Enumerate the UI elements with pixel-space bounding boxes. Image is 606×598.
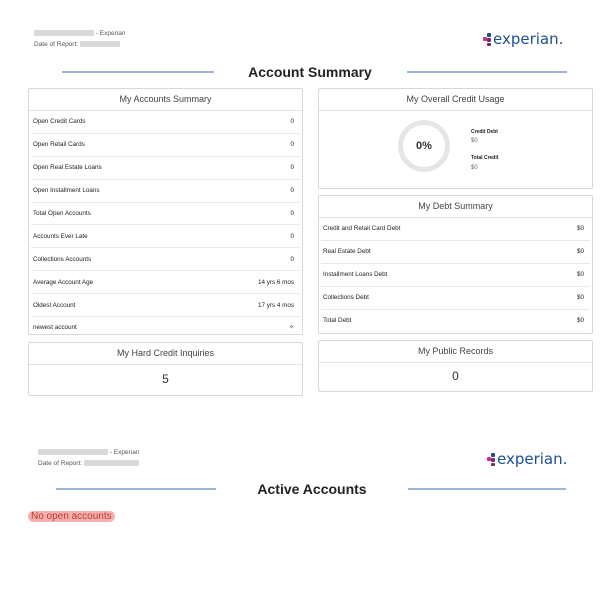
debt-summary-row-value: $0 bbox=[576, 317, 584, 324]
redacted-name bbox=[38, 449, 108, 455]
report-source-line bbox=[34, 30, 125, 37]
accounts-summary-row-value: 0 bbox=[290, 210, 294, 217]
accounts-summary-row-label: newest account bbox=[33, 324, 77, 332]
debt-summary-list bbox=[319, 218, 592, 331]
debt-summary-row bbox=[321, 218, 590, 241]
accounts-summary-row-value: 0 bbox=[290, 164, 294, 172]
accounts-summary-row bbox=[31, 294, 300, 317]
total-credit-label: Total Credit bbox=[471, 155, 499, 161]
debt-summary-row-value: $0 bbox=[576, 248, 584, 256]
debt-summary-row-label: Real Estate Debt bbox=[323, 248, 371, 256]
accounts-summary-row bbox=[31, 225, 300, 248]
accounts-summary-row-value: ✧ bbox=[288, 324, 294, 332]
accounts-summary-row bbox=[31, 271, 300, 294]
title-rule-left bbox=[62, 71, 214, 73]
accounts-summary-row-label: Open Real Estate Loans bbox=[33, 164, 102, 172]
debt-summary-panel bbox=[318, 195, 593, 334]
experian-logo-2 bbox=[487, 450, 567, 468]
title-rule-right bbox=[407, 71, 567, 73]
credit-usage-title: My Overall Credit Usage bbox=[319, 89, 592, 111]
report2-date-label: Date of Report: bbox=[38, 460, 83, 467]
accounts-summary-row-value: 0 bbox=[290, 255, 294, 263]
report-source: - Experian bbox=[95, 30, 126, 37]
no-accounts-text: No open accounts bbox=[28, 511, 115, 522]
accounts-summary-panel bbox=[28, 88, 303, 335]
accounts-summary-row bbox=[31, 157, 300, 180]
accounts-summary-row-label: Open Retail Cards bbox=[33, 141, 85, 149]
title-rule-left-2 bbox=[56, 488, 216, 490]
report2-source: - Experian bbox=[109, 449, 140, 456]
accounts-summary-row-label: Total Open Accounts bbox=[33, 210, 91, 217]
active-accounts-title: Active Accounts bbox=[257, 481, 367, 497]
redacted-date bbox=[80, 41, 120, 47]
experian-logo bbox=[483, 30, 563, 48]
debt-summary-row-value: $0 bbox=[576, 271, 584, 279]
debt-summary-row bbox=[321, 310, 590, 332]
accounts-summary-row-value: 0 bbox=[290, 187, 294, 195]
accounts-summary-title: My Accounts Summary bbox=[29, 89, 302, 111]
accounts-summary-list bbox=[29, 111, 302, 339]
no-accounts-message bbox=[28, 506, 115, 524]
debt-summary-row-value: $0 bbox=[576, 225, 584, 233]
accounts-summary-row bbox=[31, 180, 300, 203]
accounts-summary-row-value: 14 yrs 6 mos bbox=[257, 278, 294, 286]
report2-date-line bbox=[38, 460, 139, 467]
debt-summary-row-label: Credit and Retail Card Debt bbox=[323, 225, 401, 233]
accounts-summary-row-value: 17 yrs 4 mos bbox=[257, 301, 294, 309]
accounts-summary-row-label: Collections Accounts bbox=[33, 255, 92, 263]
accounts-summary-row-value: 0 bbox=[290, 232, 294, 240]
redacted-name bbox=[34, 30, 94, 36]
accounts-summary-row-label: Oldest Account bbox=[33, 301, 76, 309]
logo-text: experian. bbox=[493, 30, 564, 48]
hard-inquiries-title: My Hard Credit Inquiries bbox=[29, 343, 302, 365]
accounts-summary-row-label: Open Credit Cards bbox=[33, 118, 86, 126]
hard-inquiries-value: 5 bbox=[162, 372, 169, 386]
debt-summary-row bbox=[321, 287, 590, 310]
accounts-summary-row bbox=[31, 203, 300, 226]
experian-dots-icon bbox=[487, 453, 495, 466]
accounts-summary-row bbox=[31, 134, 300, 157]
debt-summary-row-label: Total Debt bbox=[323, 317, 352, 324]
accounts-summary-row-value: 0 bbox=[290, 141, 294, 149]
total-credit-value: $0 bbox=[471, 165, 478, 171]
debt-summary-row-value: $0 bbox=[576, 294, 584, 302]
title-rule-right-2 bbox=[408, 488, 566, 490]
credit-usage-percent: 0% bbox=[416, 140, 432, 152]
logo-text-2: experian. bbox=[497, 450, 568, 468]
accounts-summary-row bbox=[31, 111, 300, 134]
accounts-summary-row-label: Accounts Ever Late bbox=[33, 232, 88, 240]
hard-inquiries-panel bbox=[28, 342, 303, 396]
redacted-date bbox=[84, 460, 139, 466]
experian-dots-icon bbox=[483, 33, 491, 46]
accounts-summary-row bbox=[31, 317, 300, 339]
credit-debt-label: Credit Debt bbox=[471, 129, 498, 135]
debt-summary-row-label: Collections Debt bbox=[323, 294, 369, 302]
debt-summary-row bbox=[321, 264, 590, 287]
report-date-line bbox=[34, 41, 120, 48]
public-records-value: 0 bbox=[452, 369, 459, 383]
accounts-summary-row-label: Average Account Age bbox=[33, 278, 94, 286]
accounts-summary-row bbox=[31, 248, 300, 271]
public-records-panel bbox=[318, 340, 593, 392]
credit-usage-panel bbox=[318, 88, 593, 189]
credit-debt-value: $0 bbox=[471, 138, 478, 144]
accounts-summary-row-value: 0 bbox=[290, 118, 294, 126]
debt-summary-title: My Debt Summary bbox=[319, 196, 592, 218]
report2-source-line bbox=[38, 449, 139, 456]
report-date-label: Date of Report: bbox=[34, 41, 79, 48]
debt-summary-row-label: Installment Loans Debt bbox=[323, 271, 388, 279]
page-title: Account Summary bbox=[248, 64, 372, 80]
public-records-title: My Public Records bbox=[319, 341, 592, 363]
debt-summary-row bbox=[321, 241, 590, 264]
accounts-summary-row-label: Open Installment Loans bbox=[33, 187, 100, 195]
